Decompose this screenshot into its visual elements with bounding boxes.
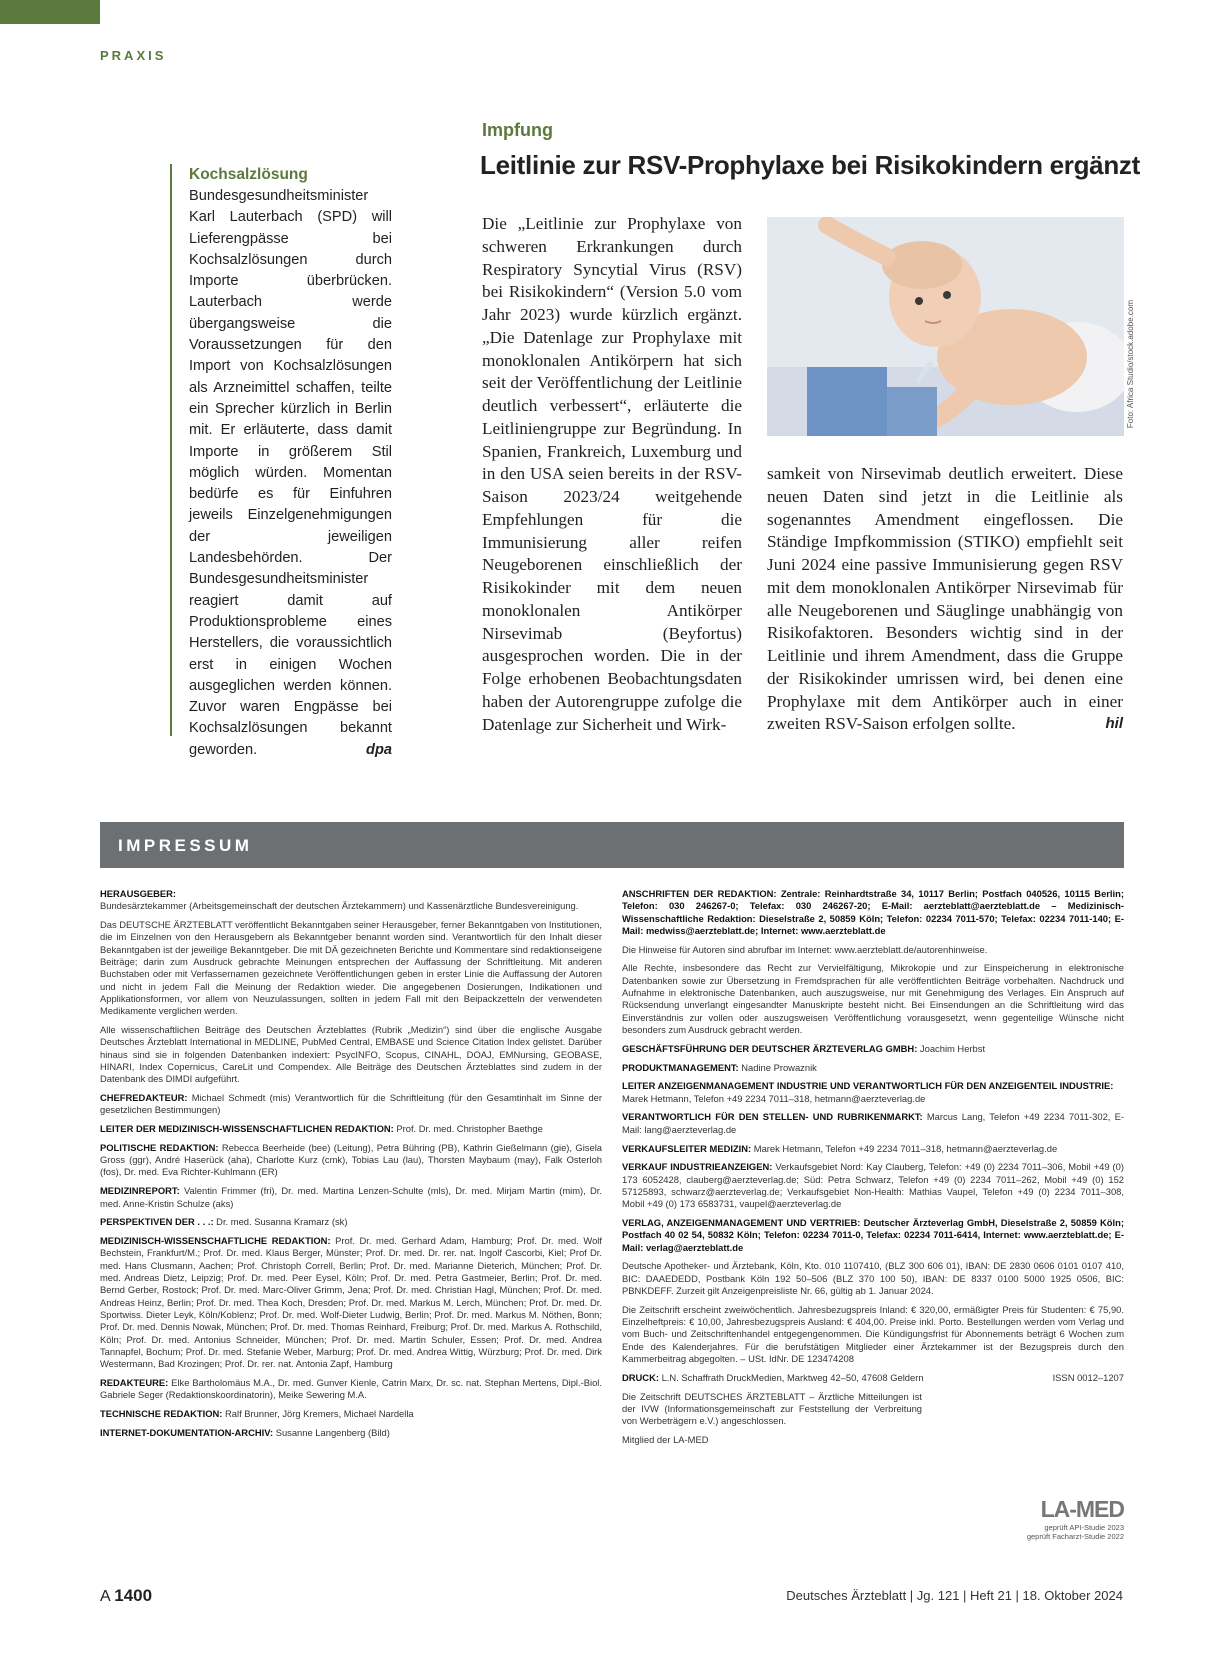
sidebar-body: Bundesgesundheitsminister Karl Lauterbach (SPD) will Lieferengpässe bei Kochsalzlösungen durch Importe überbrücken. Lauterbach werde übergangsweise die Voraussetzungen für den Import von Kochsalzlösungen als Arzneimittel schaffen, teilte ein Sprecher kürzlich in Berlin mit. Er erläuterte, dass damit Importe in größerem Stil möglich würden. Momentan bedürfe es für Einfuhren jeweils Einzelgenehmigungen der jeweiligen Landesbehörden. Der Bundesgesundheitsminister reagiert damit auf Produktionsprobleme eines Herstellers, die voraussichtlich erst in einigen Wochen ausgeglichen werden können. Zuvor waren Engpässe bei Kochsalzlösungen bekannt geworden. [189, 188, 392, 758]
impressum-entry: CHEFREDAKTEUR: Michael Schmedt (mis) Verantwortlich für die Schriftleitung (für den Gesamtinhalt im Sinne der gesetzlichen Bestimmungen) [100, 1091, 603, 1116]
la-med-api-study: geprüft API-Studie 2023 [1044, 1523, 1124, 1532]
impressum-entry: REDAKTEURE: Elke Bartholomäus M.A., Dr. med. Gunver Kienle, Catrin Marx, Dr. sc. nat. Stephan Mertens, Dipl.-Biol. Gabriele Seger (Redaktionskoordinatorin), Meike Sewering M.A. [100, 1376, 602, 1401]
impressum-entry: Alle wissenschaftlichen Beiträge des Deutschen Ärzteblattes (Rubrik „Medizin“) sind über die englische Ausgabe Deutsches Ärzteblatt International in MEDLINE, PubMed Central, EMBASE und Science Citation Index gelistet. Darüber hinaus sind sie in folgenden Datenbanken indexiert: PsycINFO, Scopus, CINAHL, DOAJ, EMNursing, GEOBASE, HINARI, Index Copernicus, CareLit und Compendex. Alle Beiträge des Deutschen Ärzteblattes sind zudem in der Datenbank des DIMDI aufgeführt. [100, 1023, 602, 1085]
impressum-entry: POLITISCHE REDAKTION: Rebecca Beerheide (bee) (Leitung), Petra Bühring (PB), Kathrin Gießelmann (gie), Gisela Gross (ggr), André Haserück (aha), Charlotte Kurz (cmk), Tobias Lau (lau), Thorsten Maybaum (may), Falk Osterloh (fos), Dr. med. Eva Richter-Kuhlmann (ER) [100, 1141, 602, 1178]
sidebar-signature: dpa [366, 741, 392, 758]
la-med-facharzt-study: geprüft Facharzt-Studie 2022 [1026, 1532, 1124, 1541]
impressum-entry: LEITER ANZEIGENMANAGEMENT INDUSTRIE UND VERANTWORTLICH FÜR DEN ANZEIGENTEIL INDUSTRIE: Marek Hetmann, Telefon +49 2234 7011–318, hetmann@aerzteverlag.de [622, 1080, 1114, 1104]
journal-info: Deutsches Ärzteblatt | Jg. 121 | Heft 21 | 18. Oktober 2024 [786, 1588, 1123, 1603]
impressum-entry: VERLAG, ANZEIGENMANAGEMENT UND VERTRIEB: Deutscher Ärzteverlag GmbH, Dieselstraße 2, 50859 Köln; Postfach 40 02 54, 50832 Köln; Telefon: 02234 7011-0, Telefax: 02234 7011-6414, Internet: www.aerzteblatt.de; E-Mail: verlag@aerzteblatt.de [622, 1217, 1124, 1253]
page-prefix: A [100, 1588, 110, 1605]
impressum-entry: MEDIZINREPORT: Valentin Frimmer (fri), Dr. med. Martina Lenzen-Schulte (mls), Dr. med. Mirjam Martin (mim), Dr. med. Anne-Kristin Schulze (aks) [100, 1185, 602, 1209]
sidebar-news [170, 164, 392, 758]
impressum-entry: Das DEUTSCHE ÄRZTEBLATT veröffentlicht Bekanntgaben seiner Herausgeber, ferner Bekanntgaben von Institutionen, die im Einzelnen von den Herausgebern als Bekanntgeber benannt worden sind. Verantwortlich für den Inhalt dieser Bekanntgaben ist der jeweilige Bekanntgeber. Die mit DÄ gezeichneten Berichte und Kommentare sind redaktionseigene Beiträge; darin zum Ausdruck gebrachte Meinungen entsprechen der Auffassung der Schriftleitung. Mit anderen Buchstaben oder mit Verfassernamen gezeichnete Veröffentlichungen geben in erster Linie die Auffassung der Autoren und nicht in jedem Fall die Meinung der Redaktion wieder. Die angegebenen Dosierungen, Indikationen und Applikationsformen, vor allem von Neuzulassungen, sollten in jedem Fall mit den Beipackzetteln der verwendeten Medikamente verglichen werden. [100, 919, 602, 1017]
impressum-header-bar [100, 822, 1124, 868]
photo-credit: Foto: Africa Studio/stock.adobe.com [1126, 300, 1135, 429]
photo-illustration [767, 217, 1124, 436]
sidebar-text [189, 186, 392, 761]
impressum-entry: Die Hinweise für Autoren sind abrufbar im Internet: www.aerzteblatt.de/autorenhinweise. [622, 943, 988, 955]
impressum-entry: Die Zeitschrift erscheint zweiwöchentlich. Jahresbezugspreis Inland: € 320,00, ermäßigter Preis für Studenten: € 75,90. Einzelheftpreis: € 10,00, Jahresbezugspreis Ausland: € 404,00. Preise inkl. Porto. Bestellungen werden vom Verlag und vom Buch- und Zeitschriftenhandel entgegengenommen. Die Kündigungsfrist für Abonnements beträgt 6 Wochen zum Ende des Kalenderjahres. Für die berufstätigen Mitglieder einer Ärztekammer ist der Bezugspreis durch den Kammerbeitrag abgegolten. – USt. IdNr. DE 123474208 [622, 1303, 1124, 1364]
section-label: PRAXIS [100, 48, 167, 63]
impressum-left-column [100, 888, 602, 1446]
article-column-2 [767, 463, 1123, 736]
page-number-value: 1400 [114, 1586, 153, 1605]
sidebar-title: Kochsalzlösung [189, 166, 308, 183]
impressum-entry: ANSCHRIFTEN DER REDAKTION: Zentrale: Reinhardtstraße 34, 10117 Berlin; Postfach 040526, 10115 Berlin; Telefon: 030 246267-0; Telefax: 030 246267-20; E-Mail: aerzteblatt@aerzteblatt.de – Medizinisch-Wissenschaftliche Redaktion: Dieselstraße 2, 50859 Köln; Telefon: 02234 7011-570; Telefax: 02234 7011-140; E-Mail: medwiss@aerzteblatt.de; Internet: www.aerzteblatt.de [622, 888, 1124, 936]
baby-vaccination-photo [767, 217, 1124, 436]
impressum-entry: ISSN 0012–1207 DRUCK: L.N. Schaffrath DruckMedien, Marktweg 42–50, 47608 Geldern [622, 1371, 1124, 1383]
impressum-entry: GESCHÄFTSFÜHRUNG DER DEUTSCHER ÄRZTEVERLAG GMBH: Joachim Herbst [622, 1042, 986, 1054]
top-color-bar [0, 0, 100, 24]
la-med-logo: LA-MED [1040, 1496, 1124, 1522]
issn: ISSN 0012–1207 [1052, 1371, 1124, 1383]
article-kicker: Impfung [482, 120, 553, 140]
impressum-entry: TECHNISCHE REDAKTION: Ralf Brunner, Jörg Kremers, Michael Nardella [100, 1407, 414, 1419]
la-med-badge [1012, 1496, 1124, 1541]
impressum-right-column [622, 888, 1124, 1453]
impressum-entry: Alle Rechte, insbesondere das Recht zur Vervielfältigung, Mikrokopie und zur Einspeicherung in elektronische Datenbanken sowie zur Übersetzung in Fremdsprachen für alle veröffentlichten Beiträge vorbehalten. Nachdruck und Aufnahme in elektronische Datenbanken, auch auszugsweise, nur mit Genehmigung des Verlages. Ein Anspruch auf Rücksendung unverlangt eingesandter Manuskripte besteht nicht. Bei Einsendungen an die Schriftleitung wird das Einverständnis zur vollen oder auszugsweisen Veröffentlichung vorausgesetzt, wenn gegenteilige Wünsche nicht besonders zum Ausdruck gebracht werden. [622, 962, 1124, 1035]
impressum-entry: PRODUKTMANAGEMENT: Nadine Prowaznik [622, 1061, 817, 1073]
impressum-entry: INTERNET-DOKUMENTATION-ARCHIV: Susanne Langenberg (Bild) [100, 1426, 390, 1438]
article-column-1: Die „Leitlinie zur Prophylaxe von schweren Erkrankungen durch Respiratory Syncytial Virus (RSV) bei Risikokindern“ (Version 5.0 vom Jahr 2023) wurde kürzlich ergänzt. „Die Datenlage zur Prophylaxe mit monoklonalen Antikörpern hat sich seit der Veröffentlichung der Leitlinie deutlich verbessert“, erläuterte die Leitliniengruppe zur Begründung. In Spanien, Frankreich, Luxemburg und in den USA seien bereits in der RSV-Saison 2023/24 weitgehende Empfehlungen für die Immunisierung aller reifen Neugeborenen einschließlich der Risikokinder mit dem neuen monoklonalen Antikörper Nirsevimab (Beyfortus) ausgesprochen worden. Die in der Folge erhobenen Beobachtungsdaten haben der Autorengruppe zufolge die Datenlage zur Sicherheit und Wirk- [482, 214, 742, 734]
article-signature: hil [1105, 715, 1123, 733]
impressum-entry: VERKAUFSLEITER MEDIZIN: Marek Hetmann, Telefon +49 2234 7011–318, hetmann@aerzteverlag.de [622, 1142, 1058, 1154]
impressum-entry: MEDIZINISCH-WISSENSCHAFTLICHE REDAKTION: Prof. Dr. med. Gerhard Adam, Hamburg; Prof. Dr. med. Wolf Bechstein, Frankfurt/M.; Prof. Dr. med. Klaus Berger, Münster; Prof. Dr. med. Dr. rer. nat. Ingolf Cascorbi, Kiel; Prof Dr. med. Hans Clusmann, Aachen; Prof. Christoph Correll, Berlin; Prof. Dr. med. Marianne Dieterich, München; Prof. Dr. med. Andreas Dietz, Leipzig; Prof. Dr. med. Peer Eysel, Köln; Prof. Dr. med. Petra Gastmeier, Berlin; Prof. Dr. med. Bernd Gerber, Rostock; Prof. Dr. med. Marc-Oliver Grimm, Jena; Prof. Dr. med. Christian Hagl, München; Prof. Dr. med. Andreas Heinz, Berlin; Prof. Dr. med. Thea Koch, Dresden; Prof. Dr. med. Markus M. Lerch, München; Prof. Dr. med. Dr. Sportwiss. Dieter Leyk, Köln/Koblenz; Prof. Dr. med. Wolf-Dieter Ludwig, Berlin; Prof. Dr. med. Markus M. Nöthen, Bonn; Prof. Dr. med. Dennis Nowak, München; Prof. Dr. med. Thomas Reinhard, Freiburg; Prof. Dr. med. Markus A. Rothschild, Köln; Prof. Dr. med. Antonius Schneider, München; Prof. Dr. med. Martin Schuler, Essen; Prof. Dr. med. Andrea Tannapfel, Bochum; Prof. Dr. med. Stefanie Weber, Marburg; Prof. Dr. med. Andrea Wittig, Würzburg; Prof. Dr. med. Dirk Westermann, Bad Krozingen; Prof. Dr. rer. nat. Antonia Zapf, Hamburg [100, 1235, 602, 1370]
impressum-entry: PERSPEKTIVEN DER . . .: Dr. med. Susanna Kramarz (sk) [100, 1216, 348, 1228]
impressum-entry: Die Zeitschrift DEUTSCHES ÄRZTEBLATT – Ärztliche Mitteilungen ist der IVW (Informationsgemeinschaft zur Feststellung der Verbreitung von Werbeträgern e.V.) angeschlossen. [622, 1390, 922, 1427]
article-column-2-text: samkeit von Nirsevimab deutlich erweitert. Diese neuen Daten sind jetzt in die Leitlinie als sogenanntes Amendment eingeflossen. Die Ständige Impfkommission (STIKO) empfiehlt seit Juni 2024 eine passive Immunisierung gegen RSV mit dem monoklonalen Antikörper Nirsevimab für alle Neugeborenen und Säuglinge unabhängig von Risikofaktoren. Besonders wichtig sind in der Leitlinie und ihrem Amendment, dass die Gruppe der Risikokinder umrissen wird, bei denen eine Prophylaxe mit dem Antikörper auch in einer zweiten RSV-Saison erfolgen sollte. [767, 464, 1123, 734]
impressum-entry: Deutsche Apotheker- und Ärztebank, Köln, Kto. 010 1107410, (BLZ 300 606 01), IBAN: DE 2830 0606 0101 0107 410, BIC: DAAEDEDD, Postbank Köln 192 50–506 (BLZ 370 100 50), IBAN: DE 8337 0100 5000 1925 0506, BIC: PBNKDEFF. Zurzeit gilt Anzeigenpreisliste Nr. 66, gültig ab 1. Januar 2024. [622, 1260, 1124, 1297]
page-number [100, 1586, 152, 1606]
impressum-entry: Mitglied der LA-MED [622, 1433, 709, 1445]
article-headline: Leitlinie zur RSV-Prophylaxe bei Risikokindern ergänzt [480, 150, 1140, 180]
impressum-entry: VERKAUF INDUSTRIEANZEIGEN: Verkaufsgebiet Nord: Kay Clauberg, Telefon: +49 (0) 2234 7011–306, Mobil +49 (0) 173 6052428, clauberg@aerzteverlag.de; Süd: Petra Schwarz, Telefon +49 (0) 2234 7011–262, Mobil +49 (0) 152 57125893, schwarz@aerzteverlag.de; Verkaufsgebiet Non-Health: Mathias Vaupel, Telefon +49 (0) 2234 7011–308, Mobil +49 (0) 173 6583731, vaupel@aerzteverlag.de [622, 1161, 1124, 1210]
impressum-entry: LEITER DER MEDIZINISCH-WISSENSCHAFTLICHEN REDAKTION: Prof. Dr. med. Christopher Baethge [100, 1123, 543, 1135]
impressum-title: IMPRESSUM [118, 836, 253, 855]
impressum-entry: HERAUSGEBER: Bundesärztekammer (Arbeitsgemeinschaft der deutschen Ärztekammern) und Kassenärztliche Bundesvereinigung. [100, 888, 579, 912]
impressum-entry: VERANTWORTLICH FÜR DEN STELLEN- UND RUBRIKENMARKT: Marcus Lang, Telefon +49 2234 7011-302, E-Mail: lang@aerzteverlag.de [622, 1111, 1124, 1135]
